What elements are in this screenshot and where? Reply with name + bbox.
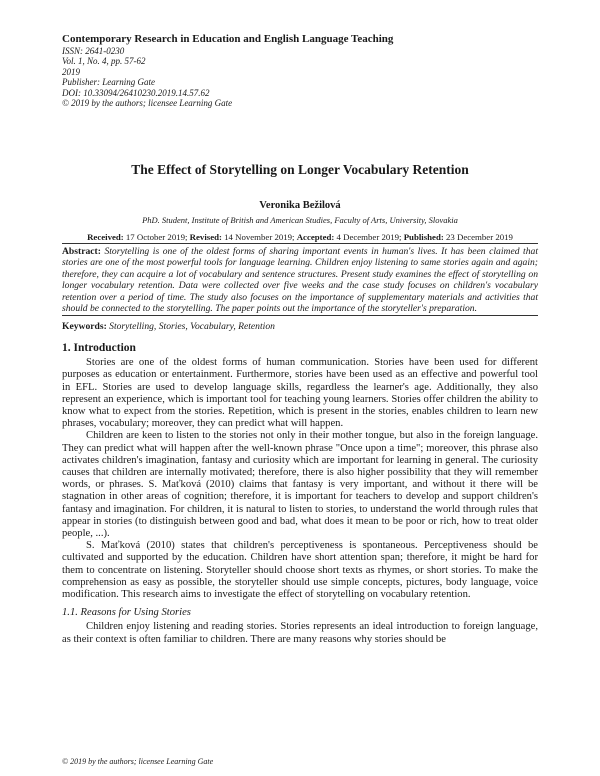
volume: Vol. 1, No. 4, pp. 57-62 xyxy=(62,56,146,67)
revised-label: Revised: xyxy=(189,232,222,242)
received-date: 17 October 2019; xyxy=(123,232,190,242)
journal-header xyxy=(62,33,393,108)
paragraph: Stories are one of the oldest forms of human communication. Stories have been used for different purposes as education or entertainment. Furthermore, stories have been used as an effective and powerful tool in EFL. Stories are used to develop language skills, regardless the learner's age. Additionally, they also represent an experience, which is important tool for teaching young learners. Stories offer children the ability to know what to expect from the stories. Repetition, which is present in the stories, enables children to learn new phrases, vocabulary; moreover, they can predict what will happen. xyxy=(62,357,538,430)
abstract-label: Abstract: xyxy=(62,246,105,257)
author: Veronika Bežilová xyxy=(259,200,341,211)
published-label: Published: xyxy=(403,232,444,242)
abstract-text: Storytelling is one of the oldest forms of sharing important events in human's lives. It has been claimed that stories are one of the most powerful tools for language learning. Children enjoy listening to same stories again and again; therefore, they can acquire a lot of vocabulary and sentence structures. Present study examines the effect of storytelling on longer vocabulary retention. Data were collected over five weeks and the case study focuses on children's vocabulary retention over a period of time. The study also focuses on the importance of supplementary materials and activities that should be connected to the storytelling. The paper points out the importance of the storyteller's preparation. xyxy=(62,246,538,315)
publication-dates xyxy=(62,232,538,244)
paragraph: S. Maťková (2010) states that children's perceptiveness is spontaneous. Perceptiveness should be cultivated and supported by the education. Children have short attention span; therefore, it might be hard for them to concentrate on listening. Storyteller should choose short texts as rhymes, or short stories. To make the comprehension as easy as possible, the storyteller should use simple concepts, pictures, body language, voice modification. This research aims to investigate the effect of storytelling on vocabulary retention. xyxy=(62,540,538,601)
paper-title: The Effect of Storytelling on Longer Vocabulary Retention xyxy=(131,162,469,177)
paragraph: Children are keen to listen to the stories not only in their mother tongue, but also in the foreign language. They can predict what will happen after the well-known phrase "Once upon a time"; moreover, this phrase also activates children's imagination, fantasy and curiosity which are important for learning in general. The curiosity causes that children are internally motivated; therefore, there is also higher possibility that they will remember words, or phrases. S. Maťková (2010) claims that fantasy is very important, and without it there will be stagnation in other areas of cognition; therefore, it is important for teachers to develop and support children's fantasy and imagination. For children, it is natural to listen to stories, to understand the world through rules that appear in stories (to distinguish between good and bad, what does it mean to be poor or rich, how to treat older people, ...). xyxy=(62,430,538,540)
published-date: 23 December 2019 xyxy=(443,232,513,242)
subsection-heading: 1.1. Reasons for Using Stories xyxy=(62,607,191,619)
keywords-label: Keywords: xyxy=(62,321,110,332)
abstract xyxy=(62,246,538,316)
accepted-date: 4 December 2019; xyxy=(334,232,404,242)
publisher: Publisher: Learning Gate xyxy=(62,77,155,88)
doi: DOI: 10.33094/26410230.2019.14.57.62 xyxy=(62,87,210,98)
year: 2019 xyxy=(62,66,80,77)
paragraph: Children enjoy listening and reading stories. Stories represents an ideal introduction to foreign language, as their context is often familiar to children. There are many reasons why stories should be xyxy=(62,621,538,645)
journal-title: Contemporary Research in Education and English Language Teaching xyxy=(62,33,394,45)
issn: ISSN: 2641-0230 xyxy=(62,46,125,56)
page-footer: © 2019 by the authors; licensee Learning Gate xyxy=(62,757,214,766)
keywords xyxy=(62,321,538,332)
accepted-label: Accepted: xyxy=(296,232,335,242)
revised-date: 14 November 2019; xyxy=(221,232,297,242)
affiliation: PhD. Student, Institute of British and American Studies, Faculty of Arts, University, Slovakia xyxy=(142,215,458,225)
section-heading: 1. Introduction xyxy=(62,342,136,354)
keywords-text: Storytelling, Stories, Vocabulary, Retention xyxy=(109,321,275,332)
body-text xyxy=(62,342,538,646)
received-label: Received: xyxy=(87,232,124,242)
copyright: © 2019 by the authors; licensee Learning Gate xyxy=(62,98,233,109)
